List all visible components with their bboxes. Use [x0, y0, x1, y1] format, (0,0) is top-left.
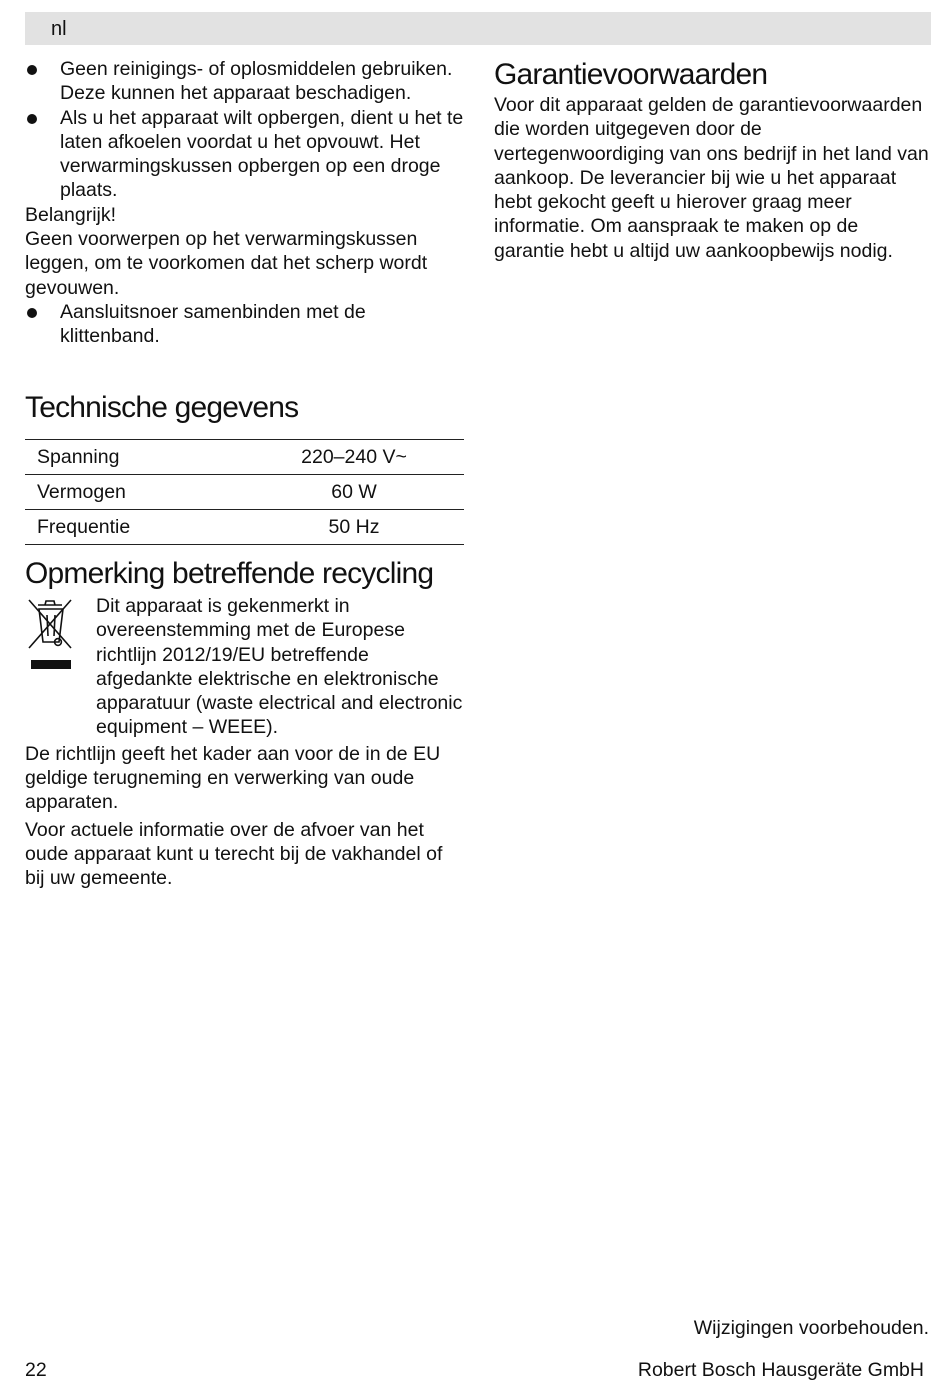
language-label: nl [51, 18, 67, 40]
table-cell-value: 220–240 V~ [244, 440, 464, 475]
bullet-dot-icon [27, 65, 37, 75]
crossed-out-wheelie-bin-icon [25, 596, 77, 672]
recycling-intro: Dit apparaat is gekenmerkt in overeenstemming met de Europese richtlijn 2012/19/EU betreffende afgedankte elektrische en elektronische apparatuur (waste electrical and electronic equipment – WEEE). [96, 595, 463, 739]
right-column [494, 57, 930, 263]
recycling-section [25, 594, 465, 891]
care-bullet-2 [25, 106, 465, 203]
table-cell-value: 50 Hz [244, 510, 464, 545]
care-bullet-2-text: Als u het apparaat wilt opbergen, dient u het te laten afkoelen voordat u het opvouwt. Het verwarmingskussen opbergen op een droge plaats. [60, 106, 464, 202]
changes-reserved-note: Wijzigingen voorbehouden. [693, 1317, 929, 1339]
recycling-heading: Opmerking betreffende recycling [25, 557, 434, 590]
left-column [25, 57, 465, 349]
table-row [25, 510, 464, 545]
bullet-dot-icon [27, 308, 37, 318]
care-bullet-3-text: Aansluitsnoer samenbinden met de klittenband. [60, 300, 366, 348]
table-row [25, 475, 464, 510]
important-label: Belangrijk! [25, 203, 117, 226]
table-cell-value: 60 W [244, 475, 464, 510]
care-bullet-1-text: Geen reinigings- of oplosmiddelen gebruiken. Deze kunnen het apparaat beschadigen. [60, 58, 453, 105]
bullet-dot-icon [27, 114, 37, 124]
language-header-bar [25, 12, 931, 45]
company-name: Robert Bosch Hausgeräte GmbH [637, 1359, 924, 1381]
important-text: Geen voorwerpen op het verwarmingskussen leggen, om te voorkomen dat het scherp wordt gevouwen. [25, 228, 428, 299]
table-cell-label: Vermogen [25, 475, 244, 510]
page-number: 22 [25, 1359, 47, 1381]
care-bullet-3 [25, 300, 465, 349]
technical-data-heading: Technische gegevens [25, 391, 299, 424]
technical-data-table [25, 439, 464, 545]
table-row [25, 440, 464, 475]
table-cell-label: Frequentie [25, 510, 244, 545]
care-bullet-1 [25, 57, 465, 106]
recycling-paragraph-2: Voor actuele informatie over de afvoer van het oude apparaat kunt u terecht bij de vakhandel of bij uw gemeente. [25, 818, 443, 890]
table-cell-label: Spanning [25, 440, 244, 475]
guarantee-heading: Garantievoorwaarden [494, 58, 768, 91]
guarantee-text: Voor dit apparaat gelden de garantievoorwaarden die worden uitgegeven door de vertegenwoordiging van ons bedrijf in het land van aankoop. De leverancier bij wie u het apparaat hebt gekocht geeft u hierover graag meer informatie. Om aanspraak te maken op de garantie hebt u altijd uw aankoopbewijs nodig. [494, 94, 929, 262]
recycling-paragraph-1: De richtlijn geeft het kader aan voor de in de EU geldige terugneming en verwerking van oude apparaten. [25, 742, 441, 814]
